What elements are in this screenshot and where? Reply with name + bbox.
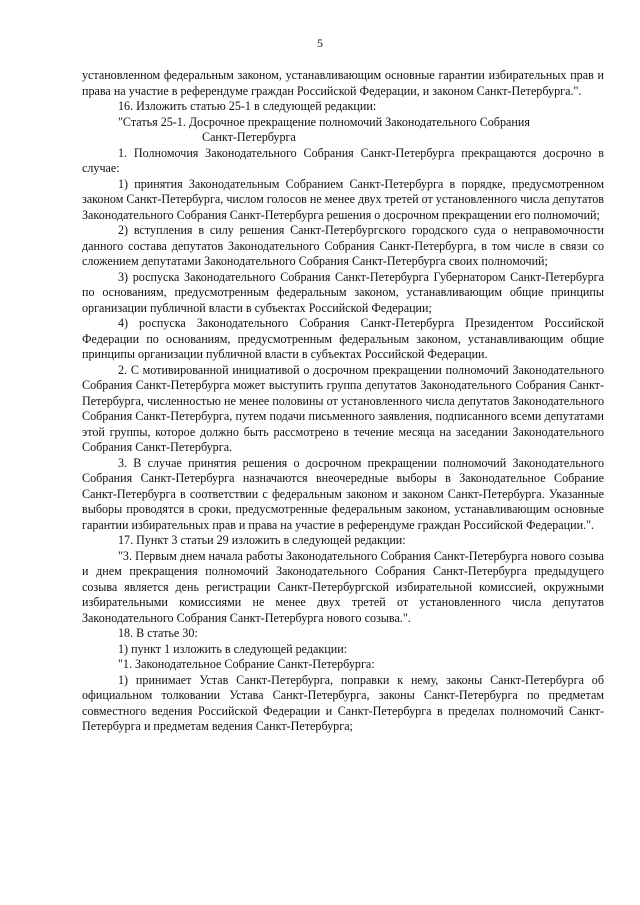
document-body — [82, 68, 604, 735]
list-item: 1) принимает Устав Санкт-Петербурга, поправки к нему, законы Санкт-Петербурга об официальном толковании Устава Санкт-Петербурга, законы Санкт-Петербурга по предметам совместного ведения Российской Федерации и Санкт-Петербурга в пределах полномочий Санкт-Петербурга и предметам ведения Санкт-Петербурга; — [82, 672, 604, 733]
paragraph: 1. Полномочия Законодательного Собрания Санкт-Петербурга прекращаются досрочно в случае: — [82, 145, 604, 175]
paragraph: 18. В статье 30: — [118, 626, 198, 640]
paragraph: 3. В случае принятия решения о досрочном прекращении полномочий Законодательного Собрания Санкт-Петербурга назначаются внеочередные выборы в Законодательное Собрание Санкт-Петербурга в соответствии с федеральным законом и законом Санкт-Петербурга. Указанные выборы проводятся в сроки, предусмотренные федеральным законом, устанавливающим основные гарантии избирательных прав и права на участие в референдуме граждан Российской Федерации.". — [82, 455, 604, 532]
paragraph: "3. Первым днем начала работы Законодательного Собрания Санкт-Петербурга нового созыва и днем прекращения полномочий Законодательного Собрания Санкт-Петербурга предыдущего созыва является день регистрации Санкт-Петербургской избирательной комиссией, окружными избирательными комиссиями не менее двух третей от установленного числа депутатов Законодательного Собрания Санкт-Петербурга нового созыва.". — [82, 548, 604, 625]
list-item: 1) принятия Законодательным Собранием Санкт-Петербурга в порядке, предусмотренном законом Санкт-Петербурга, числом голосов не менее двух третей от установленного числа депутатов Законодательного Собрания Санкт-Петербурга решения о досрочном прекращении его полномочий; — [82, 176, 604, 222]
paragraph: 16. Изложить статью 25-1 в следующей редакции: — [118, 99, 377, 113]
paragraph: 2. С мотивированной инициативой о досрочном прекращении полномочий Законодательного Собрания Санкт-Петербурга может выступить группа депутатов Законодательного Собрания Санкт-Петербурга, численностью не менее половины от установленного числа депутатов Законодательного Собрания Санкт-Петербурга, путем подачи письменного заявления, подписанного всеми депутатами этой группы, которое должно быть рассмотрено в течение месяца на заседании Законодательного Собрания Санкт-Петербурга. — [82, 362, 604, 454]
list-item: 4) роспуска Законодательного Собрания Санкт-Петербурга Президентом Российской Федерации по основаниям, предусмотренным федеральным законом, устанавливающим общие принципы организации публичной власти в субъектах Российской Федерации. — [82, 316, 604, 361]
list-item: 3) роспуска Законодательного Собрания Санкт-Петербурга Губернатором Санкт-Петербурга по основаниям, предусмотренным федеральным законом, устанавливающим общие принципы организации публичной власти в субъектах Российской Федерации; — [82, 269, 604, 315]
list-item: 1) пункт 1 изложить в следующей редакции: — [118, 641, 348, 656]
list-item: 2) вступления в силу решения Санкт-Петербургского городского суда о неправомочности данного состава депутатов Законодательного Собрания Санкт-Петербурга, в том числе в связи со сложением депутатами Законодательного Собрания Санкт-Петербурга своих полномочий; — [82, 223, 604, 268]
page-number: 5 — [317, 36, 323, 50]
paragraph: "1. Законодательное Собрание Санкт-Петербурга: — [118, 657, 375, 671]
paragraph: установленном федеральным законом, устанавливающим основные гарантии избирательных прав и права на участие в референдуме граждан Российской Федерации, и законом Санкт-Петербурга.". — [82, 68, 604, 98]
article-heading: "Статья 25-1. Досрочное прекращение полномочий Законодательного Собрания — [118, 114, 530, 129]
paragraph: 17. Пункт 3 статьи 29 изложить в следующей редакции: — [118, 533, 406, 547]
article-heading-continuation: Санкт-Петербурга — [202, 130, 296, 144]
